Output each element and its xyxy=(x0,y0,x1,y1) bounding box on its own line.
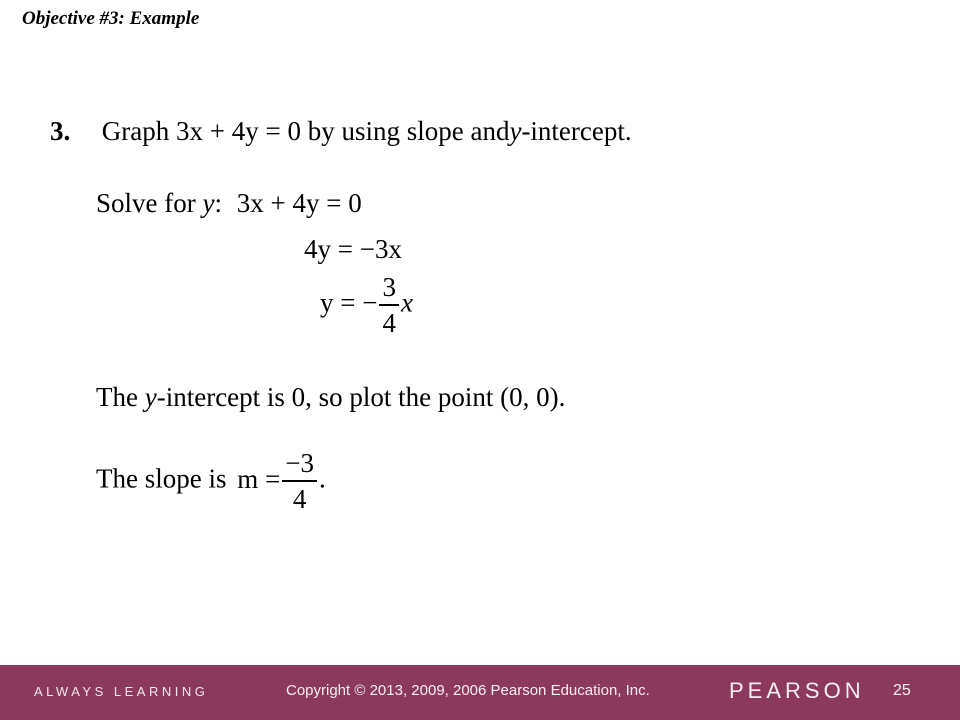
problem-prefix: Graph xyxy=(101,116,170,146)
solve-step3-lhs: y = − xyxy=(320,287,378,318)
page-number: 25 xyxy=(893,682,911,699)
slope-line xyxy=(96,450,326,513)
solve-label: Solve for xyxy=(96,188,196,218)
solve-step3-numerator: 3 xyxy=(382,272,396,302)
slope-text: The slope is xyxy=(96,463,227,494)
slope-numerator: −3 xyxy=(285,448,314,478)
problem-var: y xyxy=(509,116,522,146)
problem-equation: 3x + 4y = 0 xyxy=(175,116,301,146)
solve-step3-fraction xyxy=(379,274,399,337)
intercept-point: (0, 0). xyxy=(500,382,566,412)
slide-title: Objective #3: Example xyxy=(22,8,200,29)
footer-copyright: Copyright © 2013, 2009, 2006 Pearson Education, Inc. xyxy=(286,682,650,699)
solve-var: y xyxy=(202,188,215,218)
intercept-text2: -intercept is 0, so plot the point xyxy=(156,382,494,412)
footer-tagline: ALWAYS LEARNING xyxy=(34,684,209,699)
problem-suffix: -intercept. xyxy=(521,116,632,146)
slope-fraction xyxy=(282,450,317,513)
slope-lhs: m = xyxy=(237,463,281,494)
solve-step3-denominator: 4 xyxy=(379,304,399,337)
intercept-var: y xyxy=(144,382,157,412)
solve-step3-var: x xyxy=(400,287,413,318)
intercept-line xyxy=(96,384,565,411)
problem-number: 3. xyxy=(50,116,71,146)
solve-step2: 4y = −3x xyxy=(304,234,402,264)
solve-step3 xyxy=(320,274,413,337)
solve-line xyxy=(96,190,362,217)
pearson-logo: PEARSON xyxy=(729,678,865,703)
slope-denominator: 4 xyxy=(282,480,317,513)
problem-line xyxy=(50,118,632,145)
solve-step1: 3x + 4y = 0 xyxy=(236,188,362,218)
solve-colon: : xyxy=(214,188,222,218)
problem-middle: by using slope and xyxy=(307,116,510,146)
footer-bar xyxy=(0,665,960,720)
intercept-text1: The xyxy=(96,382,138,412)
slope-period: . xyxy=(318,463,326,494)
